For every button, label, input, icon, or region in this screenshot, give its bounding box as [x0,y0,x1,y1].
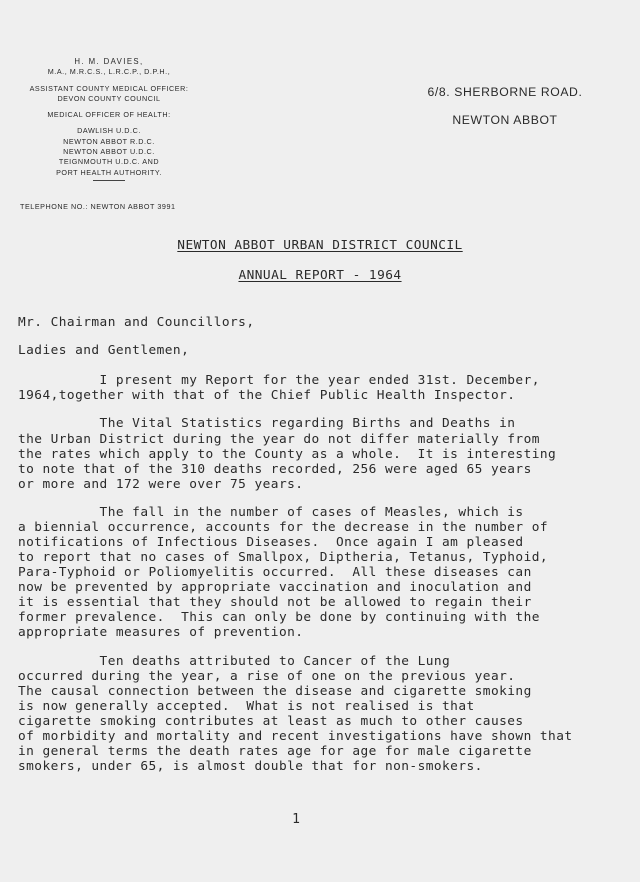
letterhead-officer-block [14,57,204,181]
paragraph-2-line: The Vital Statistics regarding Births and Deaths in [18,416,516,431]
paragraph-2-line: to note that of the 310 deaths recorded, 256 were aged 65 years [18,462,532,477]
authority-newton-abbot-rdc: NEWTON ABBOT R.D.C. [63,136,155,146]
officer-qualifications: M.A., M.R.C.S., L.R.C.P., D.P.H., [47,67,171,77]
county-council: DEVON COUNTY COUNCIL [57,93,161,103]
paragraph-3-line: former prevalence. This can only be done by continuing with the [18,610,540,625]
letterhead-divider [93,180,125,181]
authority-teignmouth: TEIGNMOUTH U.D.C. AND [58,157,160,167]
salutation-councillors: Mr. Chairman and Councillors, [18,315,255,330]
paragraph-3-line: now be prevented by appropriate vaccination and inoculation and [18,580,532,595]
paragraph-3-line: appropriate measures of prevention. [18,625,304,640]
authority-newton-abbot-udc: NEWTON ABBOT U.D.C. [63,147,155,157]
salutation-ladies-gentlemen: Ladies and Gentlemen, [18,343,190,358]
officer-role-health: MEDICAL OFFICER OF HEALTH: [47,110,171,120]
authority-port-health: PORT HEALTH AUTHORITY. [56,167,162,177]
paragraph-3-line: it is essential that they should not be allowed to regain their [18,595,532,610]
address-line-2: NEWTON ABBOT [452,113,558,127]
paragraph-4-line: occurred during the year, a rise of one on the previous year. [18,669,516,684]
paragraph-3-line: notifications of Infectious Diseases. Once again I am pleased [18,535,524,550]
page-number: 1 [292,812,300,827]
paragraph-4-line: smokers, under 65, is almost double that for non-smokers. [18,759,483,774]
paragraph-3-line: a biennial occurrence, accounts for the decrease in the number of [18,520,549,535]
paragraph-4-line: is now generally accepted. What is not realised is that [18,699,475,714]
report-subtitle: ANNUAL REPORT - 1964 [238,268,402,283]
paragraph-1-line: I present my Report for the year ended 31st. December, [18,373,540,388]
paragraph-3-line: The fall in the number of cases of Measles, which is [18,505,524,520]
authority-dawlish: DAWLISH U.D.C. [77,126,141,136]
paragraph-4-line: The causal connection between the disease and cigarette smoking [18,684,532,699]
address-line-1: 6/8. SHERBORNE ROAD. [427,85,583,99]
paragraph-2-line: the Urban District during the year do not differ materially from [18,432,540,447]
letterhead-address-block [420,78,590,134]
officer-name: H. M. DAVIES, [74,57,144,66]
report-title: NEWTON ABBOT URBAN DISTRICT COUNCIL [177,238,463,253]
paragraph-4-line: in general terms the death rates age for age for male cigarette [18,744,532,759]
paragraph-4-line: cigarette smoking contributes at least as much to other causes [18,714,524,729]
paragraph-4-line: of morbidity and mortality and recent investigations have shown that [18,729,573,744]
paragraph-2-line: or more and 172 were over 75 years. [18,477,304,492]
paragraph-4-line: Ten deaths attributed to Cancer of the Lung [18,654,451,669]
paragraph-2-line: the rates which apply to the County as a whole. It is interesting [18,447,557,462]
telephone-line: TELEPHONE NO.: NEWTON ABBOT 3991 [20,202,176,211]
officer-role-county: ASSISTANT COUNTY MEDICAL OFFICER: [29,83,189,93]
paragraph-3-line: to report that no cases of Smallpox, Diptheria, Tetanus, Typhoid, [18,550,549,565]
paragraph-1-line: 1964,together with that of the Chief Public Health Inspector. [18,388,516,403]
paragraph-3-line: Para-Typhoid or Poliomyelitis occurred. All these diseases can [18,565,532,580]
